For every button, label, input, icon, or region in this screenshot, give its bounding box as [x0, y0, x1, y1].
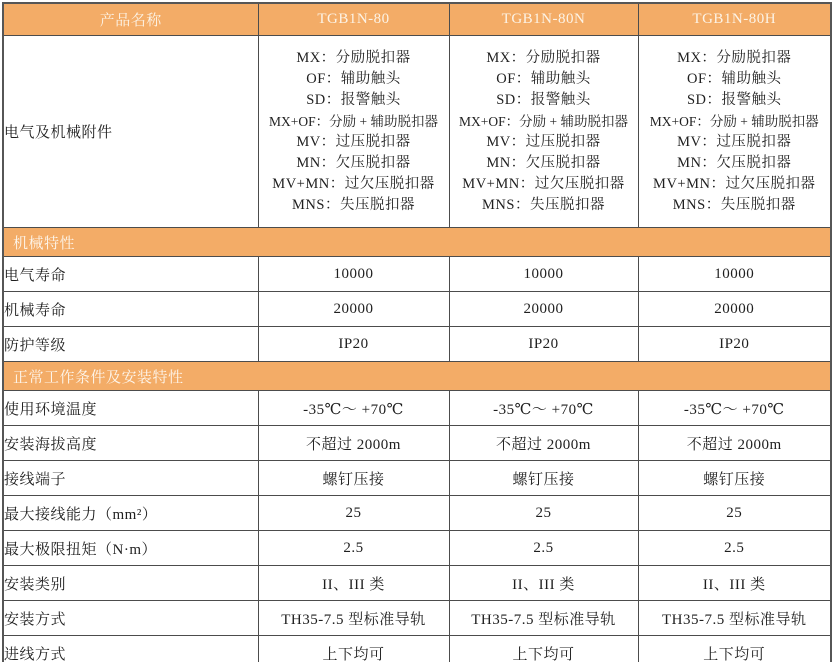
row-value: 螺钉压接 [449, 461, 638, 496]
row-value: 不超过 2000m [449, 426, 638, 461]
accessory-line: MV：过压脱扣器 [486, 133, 601, 150]
header-col-tgb1n-80: TGB1N-80 [258, 3, 449, 36]
row-label: 防护等级 [3, 327, 258, 362]
table-row [3, 496, 831, 531]
accessories-cell-col3 [638, 36, 831, 228]
row-label: 进线方式 [3, 636, 258, 662]
accessory-line: MX+OF：分励 + 辅助脱扣器 [649, 113, 819, 129]
product-spec-table [2, 2, 832, 662]
accessory-line: MV+MN：过欠压脱扣器 [272, 175, 435, 192]
section-row-conditions [3, 362, 831, 391]
row-label: 安装海拔高度 [3, 426, 258, 461]
row-value: 20000 [258, 292, 449, 327]
row-value: 螺钉压接 [258, 461, 449, 496]
accessory-line: MNS：失压脱扣器 [672, 196, 796, 213]
accessory-line: OF：辅助触头 [306, 70, 401, 87]
accessory-line: MN：欠压脱扣器 [677, 154, 792, 171]
row-value: TH35-7.5 型标准导轨 [638, 601, 831, 636]
row-label: 电气寿命 [3, 257, 258, 292]
row-value: 10000 [258, 257, 449, 292]
row-value: IP20 [258, 327, 449, 362]
row-value: 20000 [638, 292, 831, 327]
row-value: TH35-7.5 型标准导轨 [449, 601, 638, 636]
accessories-cell-col1 [258, 36, 449, 228]
accessory-line: MV：过压脱扣器 [677, 133, 792, 150]
accessory-line: MX：分励脱扣器 [677, 49, 792, 66]
accessory-line: MN：欠压脱扣器 [486, 154, 601, 171]
row-value: 25 [449, 496, 638, 531]
row-value: 上下均可 [638, 636, 831, 662]
row-label: 接线端子 [3, 461, 258, 496]
row-value: II、III 类 [638, 566, 831, 601]
row-label: 使用环境温度 [3, 391, 258, 426]
accessory-line: SD：报警触头 [496, 91, 591, 108]
table-row [3, 531, 831, 566]
row-label: 安装类别 [3, 566, 258, 601]
row-value: IP20 [638, 327, 831, 362]
row-value: 25 [638, 496, 831, 531]
row-value: 螺钉压接 [638, 461, 831, 496]
table-row [3, 601, 831, 636]
accessories-row [3, 36, 831, 228]
accessory-line: MNS：失压脱扣器 [482, 196, 605, 213]
header-col-tgb1n-80n: TGB1N-80N [449, 3, 638, 36]
table-header-row [3, 3, 831, 36]
row-value: 2.5 [449, 531, 638, 566]
header-product-name: 产品名称 [3, 3, 258, 36]
accessories-cell-col2 [449, 36, 638, 228]
row-value: 2.5 [258, 531, 449, 566]
row-value: II、III 类 [258, 566, 449, 601]
table-row [3, 636, 831, 662]
row-value: 20000 [449, 292, 638, 327]
row-value: 不超过 2000m [638, 426, 831, 461]
section-title: 机械特性 [3, 228, 831, 257]
row-value: -35℃～ +70℃ [449, 391, 638, 426]
table-row [3, 426, 831, 461]
accessory-line: MV+MN：过欠压脱扣器 [653, 175, 816, 192]
section-title: 正常工作条件及安装特性 [3, 362, 831, 391]
accessories-label: 电气及机械附件 [3, 36, 258, 228]
row-value: 10000 [638, 257, 831, 292]
table-row [3, 257, 831, 292]
row-value: TH35-7.5 型标准导轨 [258, 601, 449, 636]
row-label: 最大极限扭矩（N·m） [3, 531, 258, 566]
accessory-line: MX+OF：分励 + 辅助脱扣器 [459, 113, 628, 129]
table-row [3, 391, 831, 426]
table-row [3, 461, 831, 496]
header-col-tgb1n-80h: TGB1N-80H [638, 3, 831, 36]
accessory-line: MX+OF：分励 + 辅助脱扣器 [269, 113, 438, 129]
table-row [3, 292, 831, 327]
accessory-line: MX：分励脱扣器 [486, 49, 601, 66]
accessory-line: MV+MN：过欠压脱扣器 [462, 175, 625, 192]
row-value: 上下均可 [258, 636, 449, 662]
row-label: 最大接线能力（mm²） [3, 496, 258, 531]
row-value: II、III 类 [449, 566, 638, 601]
row-value: IP20 [449, 327, 638, 362]
table-row [3, 327, 831, 362]
row-value: -35℃～ +70℃ [258, 391, 449, 426]
row-label: 机械寿命 [3, 292, 258, 327]
table-row [3, 566, 831, 601]
row-value: 25 [258, 496, 449, 531]
row-label: 安装方式 [3, 601, 258, 636]
accessory-line: MN：欠压脱扣器 [296, 154, 411, 171]
accessory-line: MV：过压脱扣器 [296, 133, 411, 150]
accessory-line: MNS：失压脱扣器 [292, 196, 415, 213]
accessory-line: MX：分励脱扣器 [296, 49, 411, 66]
section-row-mechanical [3, 228, 831, 257]
accessory-line: OF：辅助触头 [496, 70, 591, 87]
row-value: 不超过 2000m [258, 426, 449, 461]
accessory-line: OF：辅助触头 [686, 70, 782, 87]
row-value: -35℃～ +70℃ [638, 391, 831, 426]
accessory-line: SD：报警触头 [686, 91, 782, 108]
accessory-line: SD：报警触头 [306, 91, 401, 108]
row-value: 上下均可 [449, 636, 638, 662]
row-value: 2.5 [638, 531, 831, 566]
row-value: 10000 [449, 257, 638, 292]
